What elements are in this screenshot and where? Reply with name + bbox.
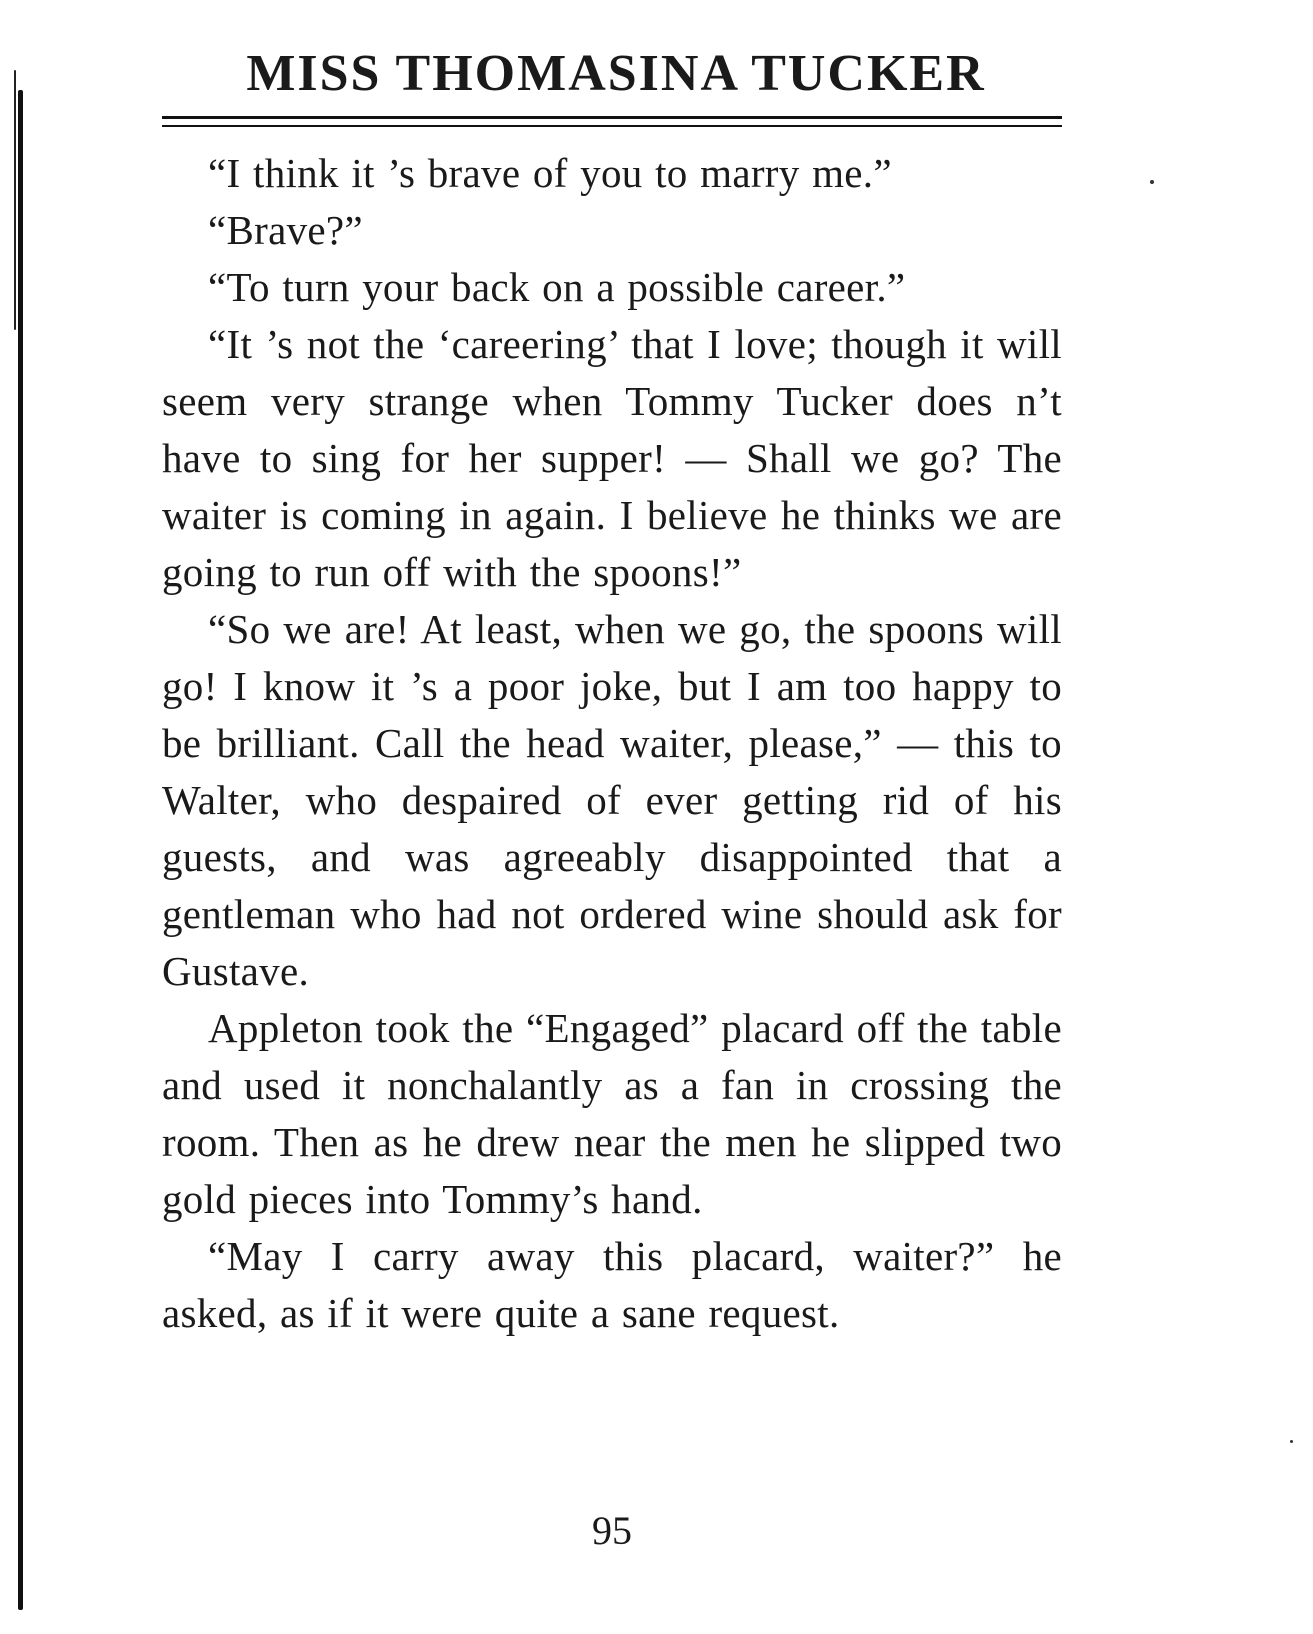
- paragraph: “To turn your back on a possible career.”: [208, 264, 906, 310]
- paragraph: Appleton took the “Engaged” placard off the table and used it nonchalantly as a fan in crossing the room. Then as he drew near the men he slipped two gold pieces into Tommy’s hand.: [162, 1005, 1062, 1222]
- header-rule: [162, 125, 1062, 127]
- paragraph: “So we are! At least, when we go, the spoons will go! I know it ’s a poor joke, but I am too happy to be brilliant. Call the head waiter, please,” — this to Walter, who despaired of ever getting rid of his guests, and was agreeably disappointed that a gentleman who had not ordered wine should ask for Gustave.: [162, 606, 1062, 994]
- paper-speck: [1150, 180, 1154, 184]
- running-head: MISS THOMASINA TUCKER: [246, 45, 986, 102]
- paragraph: “Brave?”: [208, 207, 363, 253]
- paragraph: “May I carry away this placard, waiter?” he asked, as if it were quite a sane request.: [162, 1233, 1062, 1336]
- body-text: [162, 145, 1062, 1342]
- paragraph: “I think it ’s brave of you to marry me.”: [208, 150, 892, 196]
- page-number: 95: [592, 1508, 632, 1553]
- binding-edge-shadow: [14, 70, 16, 330]
- book-page: [162, 44, 1062, 1553]
- binding-edge: [18, 90, 23, 1610]
- paper-speck: [1290, 1440, 1293, 1443]
- header-rule: [162, 116, 1062, 119]
- paragraph: “It ’s not the ‘careering’ that I love; though it will seem very strange when Tommy Tucker does n’t have to sing for her supper! — Shall we go? The waiter is coming in again. I believe he thinks we are going to run off with the spoons!”: [162, 321, 1062, 595]
